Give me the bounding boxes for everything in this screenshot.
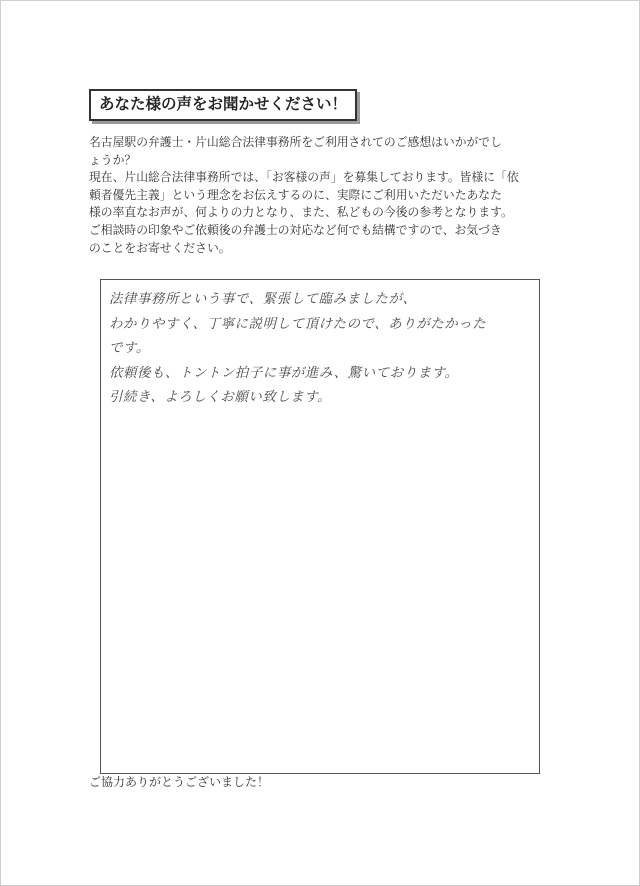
comment-line: 依頼後も、トントン拍子に事が進み、驚いております。 [109,365,459,381]
intro-line: 名古屋駅の弁護士・片山総合法律事務所をご利用されてのご感想はいかがでし [89,135,502,149]
intro-text [89,134,559,257]
intro-line: ょうか？ [89,152,137,167]
comment-line: です。 [109,341,150,356]
comment-line: 法律事務所という事で、緊張して臨みましたが、 [109,292,417,307]
intro-line: ご相談時の印象やご依頼後の弁護士の対応など何でも結構ですので、お気づき [89,222,502,237]
intro-line: のことをお寄せください。 [89,240,231,255]
thanks-message: ご協力ありがとうございました！ [89,775,270,789]
page-title: あなた様の声をお聞かせください！ [89,89,357,121]
customer-comment-box [100,279,540,774]
comment-line: わかりやすく、丁寧に説明して頂けたので、ありがたかった [109,316,487,332]
comment-line: 引続き、よろしくお願い致します。 [109,390,332,405]
intro-line: 頼者優先主義」という理念をお伝えするのに、実際にご利用いただいたあなた [89,187,502,202]
handwritten-comment [109,288,533,411]
intro-line: 様の率直なお声が、何よりの力となり、また、私どもの今後の参考となります。 [89,205,513,220]
intro-line: 現在、片山総合法律事務所では、「お客様の声」を募集しております。皆様に「依 [89,170,519,185]
